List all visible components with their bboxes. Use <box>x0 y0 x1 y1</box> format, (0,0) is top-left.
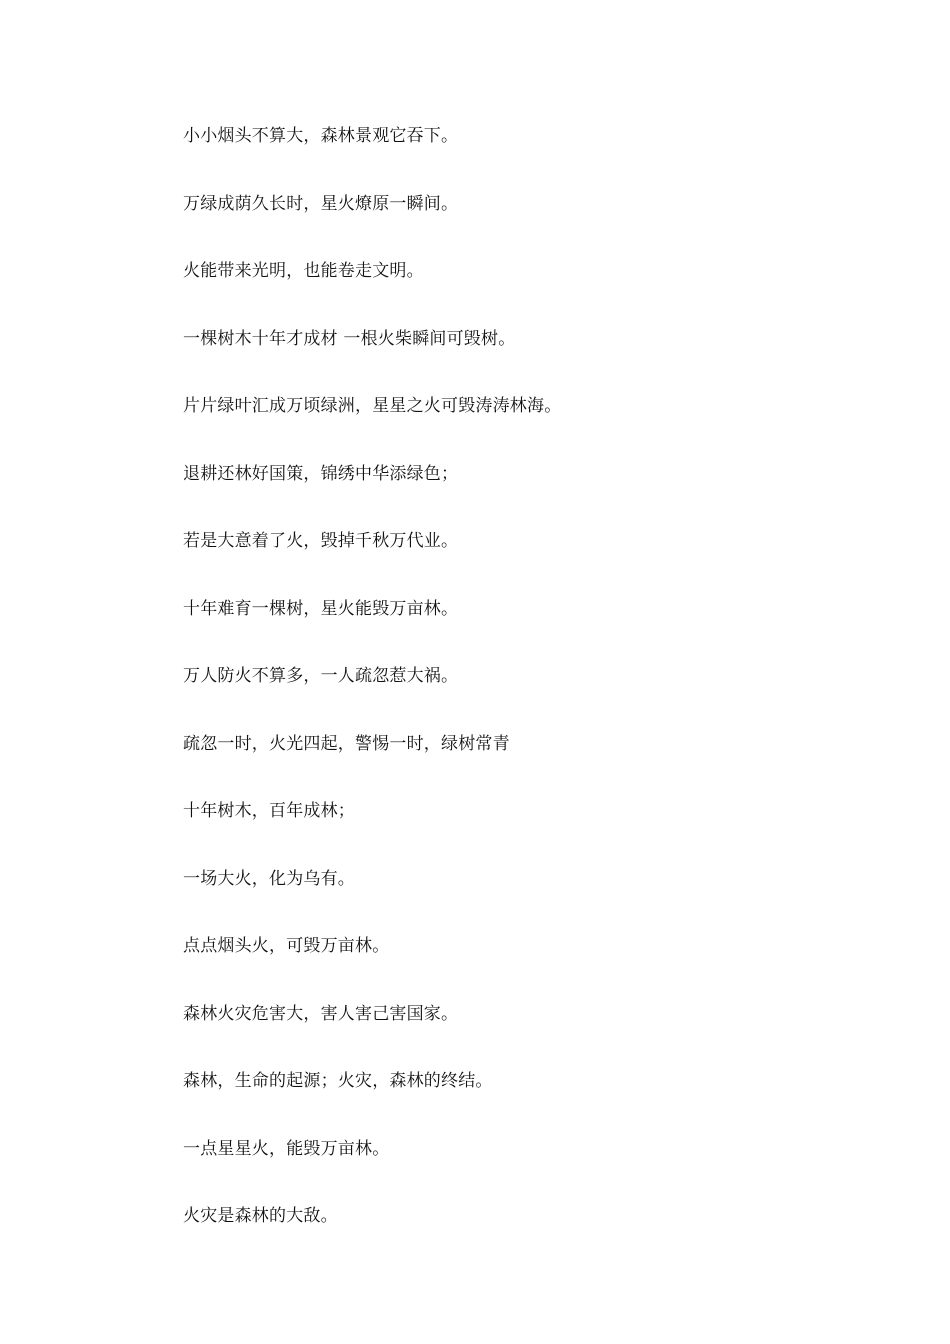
text-line: 十年难育一棵树，星火能毁万亩林。 <box>183 598 459 619</box>
text-line: 一点星星火，能毁万亩林。 <box>183 1138 390 1159</box>
text-line: 片片绿叶汇成万顷绿洲，星星之火可毁涛涛林海。 <box>183 396 562 416</box>
text-line: 万人防火不算多，一人疏忽惹大祸。 <box>183 666 459 686</box>
text-line: 火能带来光明，也能卷走文明。 <box>183 261 424 281</box>
text-line: 一棵树木十年才成材 一根火柴瞬间可毁树。 <box>183 328 516 349</box>
text-line: 点点烟头火，可毁万亩林。 <box>183 936 390 956</box>
text-line: 小小烟头不算大，森林景观它吞下。 <box>183 126 459 146</box>
text-line: 退耕还林好国策，锦绣中华添绿色； <box>183 463 459 484</box>
text-line: 疏忽一时，火光四起，警惕一时，绿树常青 <box>183 733 510 754</box>
slogan-list <box>183 121 561 1269</box>
text-line: 森林火灾危害大，害人害己害国家。 <box>183 1003 459 1024</box>
text-line: 万绿成荫久长时，星火燎原一瞬间。 <box>183 193 459 214</box>
text-line: 一场大火，化为乌有。 <box>183 868 355 889</box>
text-line: 十年树木，百年成林； <box>183 801 355 821</box>
text-line: 若是大意着了火，毁掉千秋万代业。 <box>183 531 459 551</box>
text-line: 火灾是森林的大敌。 <box>183 1206 338 1226</box>
text-line: 森林，生命的起源；火灾，森林的终结。 <box>183 1071 493 1091</box>
